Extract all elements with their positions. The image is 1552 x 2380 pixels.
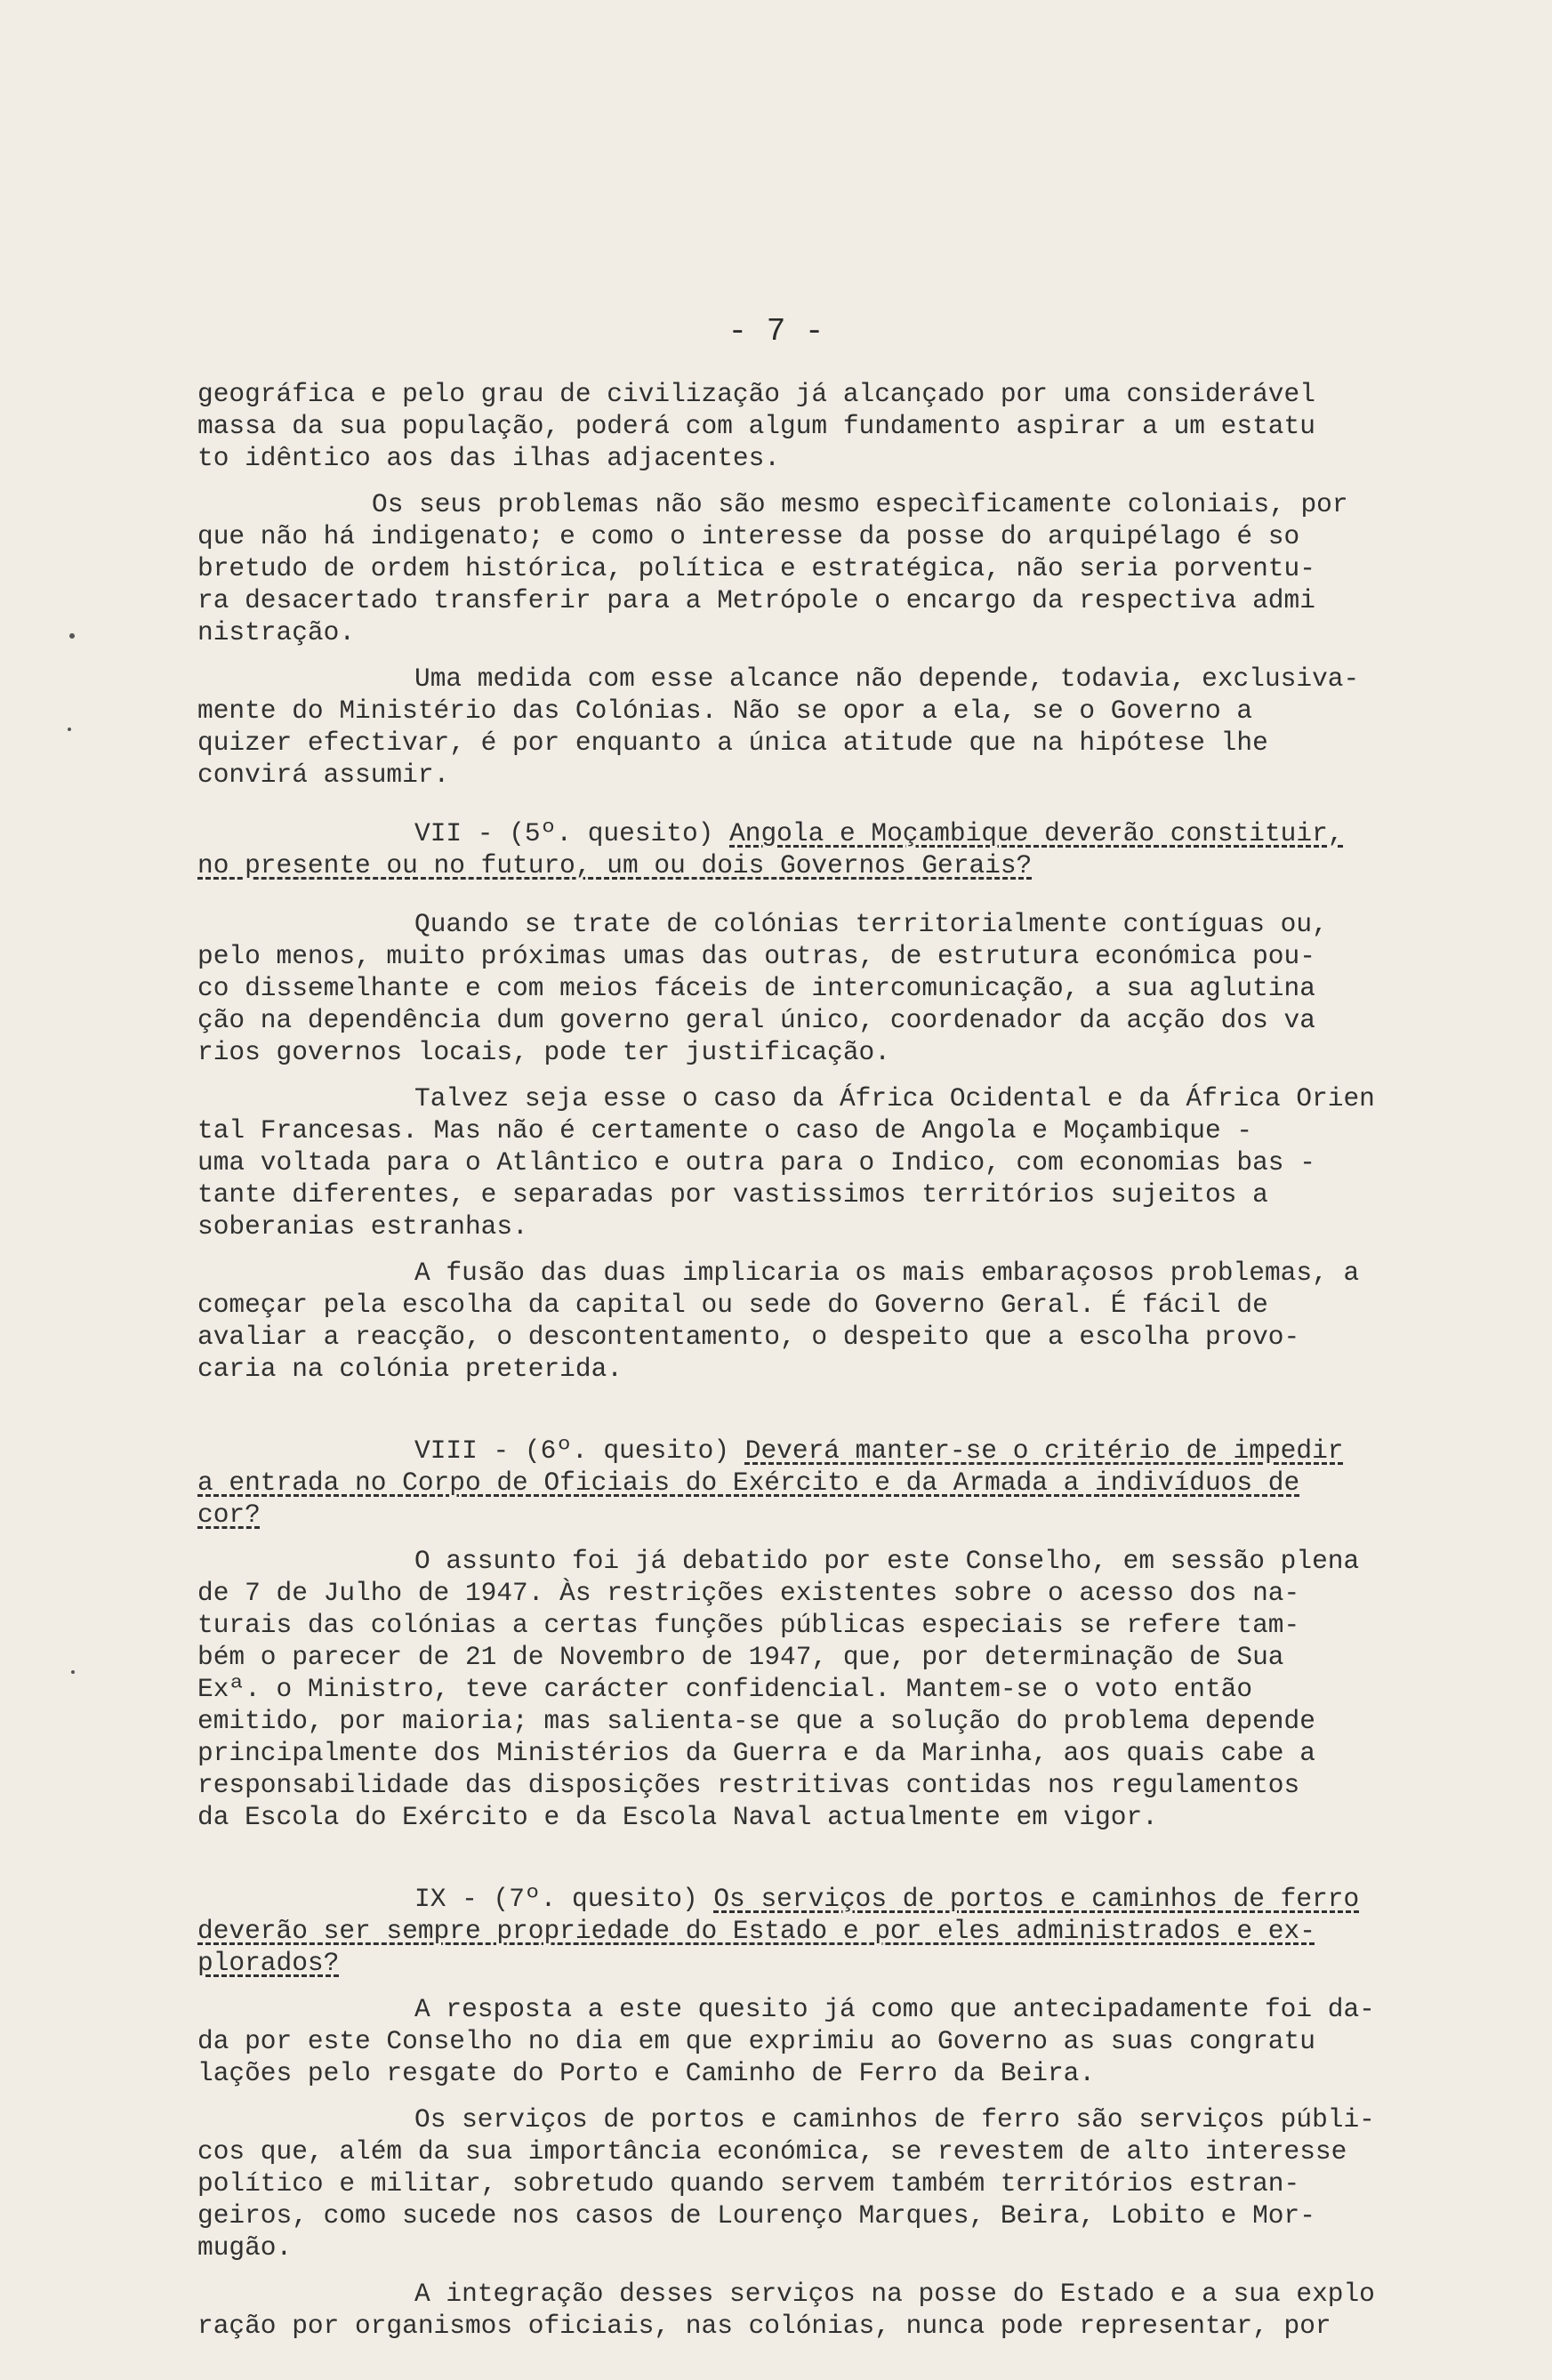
text-line: começar pela escolha da capital ou sede do Governo Geral. É fácil de — [197, 1290, 1268, 1320]
document-body — [197, 378, 1460, 2342]
paragraph — [197, 1993, 1460, 2089]
text-line: pelo menos, muito próximas umas das outras, de estrutura económica pou- — [197, 941, 1315, 971]
paragraph — [197, 908, 1460, 1068]
text-line: responsabilidade das disposições restritivas contidas nos regulamentos — [197, 1770, 1300, 1800]
question-heading — [197, 1435, 1460, 1531]
text-line: tal Francesas. Mas não é certamente o caso de Angola e Moçambique - — [197, 1115, 1253, 1146]
question-heading — [197, 817, 1460, 881]
paragraph — [197, 488, 1460, 648]
text-line: Talvez seja esse o caso da África Ocidental e da África Orien — [414, 1083, 1375, 1114]
text-line: Uma medida com esse alcance não depende, todavia, exclusiva- — [414, 663, 1360, 694]
text-line: avaliar a reacção, o descontentamento, o despeito que a escolha provo- — [197, 1322, 1300, 1352]
text-line: O assunto foi já debatido por este Conselho, em sessão plena — [414, 1546, 1360, 1576]
text-line: ção na dependência dum governo geral único, coordenador da acção dos va — [197, 1005, 1315, 1035]
question-text: cor? — [197, 1500, 261, 1530]
margin-speck — [69, 633, 75, 639]
text-line: Quando se trate de colónias territorialmente contíguas ou, — [414, 909, 1328, 939]
text-line: ração por organismos oficiais, nas colónias, nunca pode representar, por — [197, 2311, 1331, 2341]
question-text: no presente ou no futuro, um ou dois Governos Gerais? — [197, 850, 1033, 880]
text-line: Os seus problemas não são mesmo especìficamente coloniais, por — [372, 489, 1348, 519]
text-line: soberanias estranhas. — [197, 1211, 528, 1242]
text-line: ra desacertado transferir para a Metrópole o encargo da respectiva admi — [197, 585, 1315, 615]
question-text: plorados? — [197, 1948, 340, 1978]
text-line: uma voltada para o Atlântico e outra para o Indico, com economias bas - — [197, 1147, 1315, 1178]
text-line: nistração. — [197, 617, 356, 647]
paragraph — [197, 2278, 1460, 2342]
question-text: Angola e Moçambique deverão constituir, — [729, 818, 1344, 848]
text-line: caria na colónia preterida. — [197, 1354, 623, 1384]
question-text: Os serviços de portos e caminhos de ferro — [713, 1884, 1360, 1914]
text-line: rios governos locais, pode ter justificação. — [197, 1037, 890, 1067]
text-line: bretudo de ordem histórica, política e estratégica, não seria porventu- — [197, 553, 1315, 583]
text-line: A resposta a este quesito já como que antecipadamente foi da- — [414, 1994, 1375, 2024]
question-heading — [197, 1883, 1460, 1979]
text-line: da por este Conselho no dia em que exprimiu ao Governo as suas congratu — [197, 2026, 1315, 2056]
paragraph — [197, 1257, 1460, 1385]
margin-speck — [68, 728, 71, 731]
paragraph — [197, 378, 1460, 474]
text-line: turais das colónias a certas funções públicas especiais se refere tam- — [197, 1610, 1300, 1640]
page-number: - 7 - — [728, 313, 824, 350]
paragraph — [197, 1082, 1460, 1242]
text-line: Exª. o Ministro, teve carácter confidencial. Mantem-se o voto então — [197, 1674, 1253, 1704]
text-line: principalmente dos Ministérios da Guerra e da Marinha, aos quais cabe a — [197, 1738, 1315, 1768]
question-text: deverão ser sempre propriedade do Estado e por eles administrados e ex- — [197, 1916, 1315, 1946]
text-line: A integração desses serviços na posse do Estado e a sua explo — [414, 2279, 1375, 2309]
margin-speck — [71, 1670, 75, 1674]
text-line: co dissemelhante e com meios fáceis de intercomunicação, a sua aglutina — [197, 973, 1315, 1003]
text-line: emitido, por maioria; mas salienta-se que a solução do problema depende — [197, 1706, 1315, 1736]
text-line: político e militar, sobretudo quando servem também territórios estran- — [197, 2168, 1300, 2199]
text-line: massa da sua população, poderá com algum fundamento aspirar a um estatu — [197, 411, 1315, 441]
text-line: que não há indigenato; e como o interesse da posse do arquipélago é so — [197, 521, 1300, 551]
paragraph — [197, 663, 1460, 791]
text-line: lações pelo resgate do Porto e Caminho de Ferro da Beira. — [197, 2058, 1096, 2088]
text-line: geiros, como sucede nos casos de Lourenço Marques, Beira, Lobito e Mor- — [197, 2200, 1315, 2231]
text-line: convirá assumir. — [197, 760, 450, 790]
text-line: Os serviços de portos e caminhos de ferro são serviços públi- — [414, 2104, 1375, 2135]
text-line: bém o parecer de 21 de Novembro de 1947, que, por determinação de Sua — [197, 1642, 1284, 1672]
paragraph — [197, 2103, 1460, 2263]
text-line: A fusão das duas implicaria os mais embaraçosos problemas, a — [414, 1258, 1360, 1288]
question-number: VII - (5º. quesito) — [414, 818, 730, 848]
question-number: VIII - (6º. quesito) — [414, 1435, 745, 1466]
question-text: a entrada no Corpo de Oficiais do Exército e da Armada a indivíduos de — [197, 1467, 1300, 1498]
text-line: geográfica e pelo grau de civilização já alcançado por uma considerável — [197, 379, 1315, 409]
paragraph — [197, 1545, 1460, 1833]
text-line: da Escola do Exército e da Escola Naval actualmente em vigor. — [197, 1802, 1158, 1832]
text-line: quizer efectivar, é por enquanto a única atitude que na hipótese lhe — [197, 728, 1268, 758]
text-line: cos que, além da sua importância económica, se revestem de alto interesse — [197, 2136, 1347, 2167]
question-text: Deverá manter-se o critério de impedir — [744, 1435, 1344, 1466]
text-line: de 7 de Julho de 1947. Às restrições existentes sobre o acesso dos na- — [197, 1578, 1300, 1608]
text-line: mente do Ministério das Colónias. Não se opor a ela, se o Governo a — [197, 696, 1253, 726]
question-number: IX - (7º. quesito) — [414, 1884, 714, 1914]
text-line: tante diferentes, e separadas por vastissimos territórios sujeitos a — [197, 1179, 1268, 1210]
text-line: to idêntico aos das ilhas adjacentes. — [197, 443, 781, 473]
text-line: mugão. — [197, 2232, 293, 2263]
